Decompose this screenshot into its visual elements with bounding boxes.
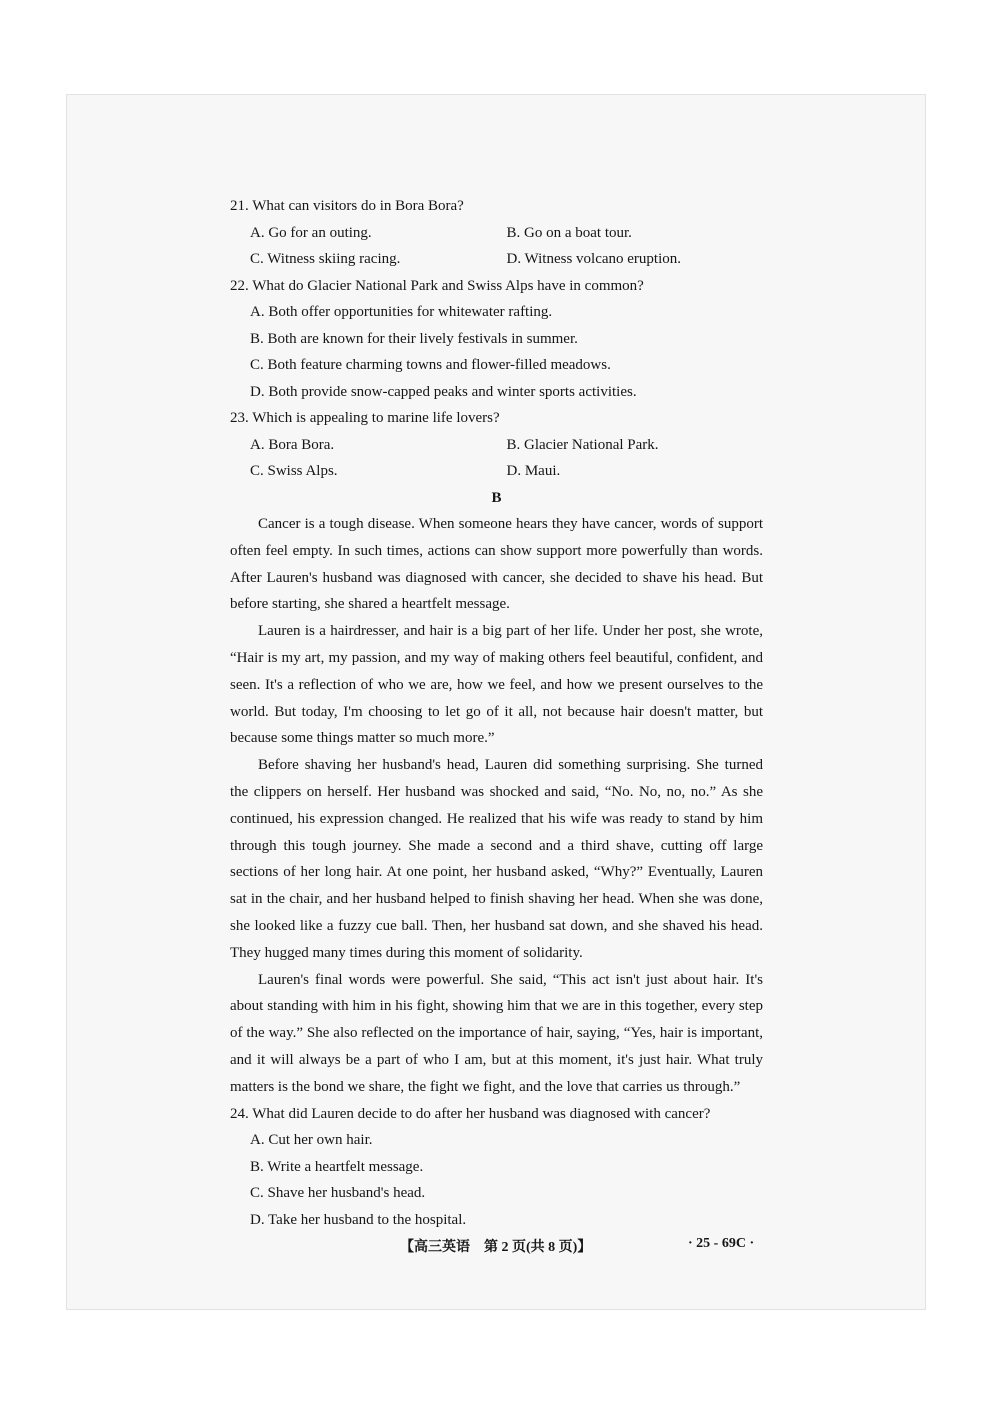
question-24-stem: 24. What did Lauren decide to do after her husband was diagnosed with cancer?	[230, 1105, 711, 1122]
question-22-stem: 22. What do Glacier National Park and Swiss Alps have in common?	[230, 277, 644, 294]
question-23-option-a: A. Bora Bora.	[250, 436, 335, 453]
question-23-option-d: D. Maui.	[506, 463, 561, 479]
passage-paragraph-1: Cancer is a tough disease. When someone hears they have cancer, words of support often feel empty. In such times, actions can show support more powerfully than words. After Lauren's husband was diagnosed with cancer, she decided to shave his head. But before starting, she shared a heartfelt message.	[230, 516, 763, 613]
question-23-options-row-2	[230, 458, 763, 485]
question-23-stem: 23. Which is appealing to marine life lovers?	[230, 410, 500, 426]
question-24-option-b: B. Write a heartfelt message.	[250, 1158, 424, 1175]
question-21-option-d: D. Witness volcano eruption.	[506, 251, 682, 267]
question-21-stem: 21. What can visitors do in Bora Bora?	[230, 198, 464, 214]
passage-paragraph-4: Lauren's final words were powerful. She said, “This act isn't just about hair. It's about standing with him in his fight, showing him that we are in this together, every step of the way.” She also reflected on the importance of hair, saying, “Yes, hair is important, and it will always be a part of who I am, but at this moment, it's just hair. What truly matters is the bond we share, the fight we fight, and the love that carries us through.”	[230, 971, 763, 1095]
question-24-option-c: C. Shave her husband's head.	[250, 1185, 426, 1202]
question-22-option-c: C. Both feature charming towns and flower-filled meadows.	[250, 357, 611, 373]
question-24-option-d: D. Take her husband to the hospital.	[250, 1211, 467, 1228]
question-22-option-a: A. Both offer opportunities for whitewater rafting.	[250, 304, 553, 320]
question-21-option-a: A. Go for an outing.	[250, 224, 372, 241]
question-21-option-c: C. Witness skiing racing.	[250, 251, 401, 267]
question-24-option-a: A. Cut her own hair.	[250, 1132, 373, 1149]
question-22-option-d: D. Both provide snow-capped peaks and winter sports activities.	[250, 383, 637, 400]
passage-paragraph-2: Lauren is a hairdresser, and hair is a big part of her life. Under her post, she wrote, “Hair is my art, my passion, and my way of making others feel beautiful, confident, and seen. It's a reflection of who we are, how we feel, and how we present ourselves to the world. But today, I'm choosing to let go of it all, not because hair doesn't matter, but because some things matter so much more.”	[230, 623, 763, 747]
question-22-option-b: B. Both are known for their lively festivals in summer.	[250, 330, 578, 347]
question-23-options-row-1	[230, 432, 763, 459]
question-21-option-b: B. Go on a boat tour.	[506, 224, 632, 241]
page-footer-label: 【高三英语 第 2 页(共 8 页)】	[400, 1240, 592, 1255]
question-23-option-c: C. Swiss Alps.	[250, 463, 338, 479]
question-21-options-row-2	[230, 246, 763, 273]
passage-paragraph-3: Before shaving her husband's head, Lauren did something surprising. She turned the clippers on herself. Her husband was shocked and said, “No. No, no, no.” As she continued, his expression changed. He realized that his wife was ready to stand by him through this tough journey. She made a second and a third shave, cutting off large sections of her long hair. At one point, her husband asked, “Why?” Eventually, Lauren sat in the chair, and her husband helped to finish shaving her head. When she was done, she looked like a fuzzy cue ball. Then, her husband sat down, and she shaved his head. They hugged many times during this moment of solidarity.	[230, 757, 763, 961]
page-code: · 25 - 69C ·	[688, 1236, 755, 1251]
question-21-options-row-1	[230, 220, 763, 247]
question-23-option-b: B. Glacier National Park.	[506, 436, 659, 453]
section-heading: B	[491, 489, 502, 506]
page-content	[230, 193, 763, 1233]
